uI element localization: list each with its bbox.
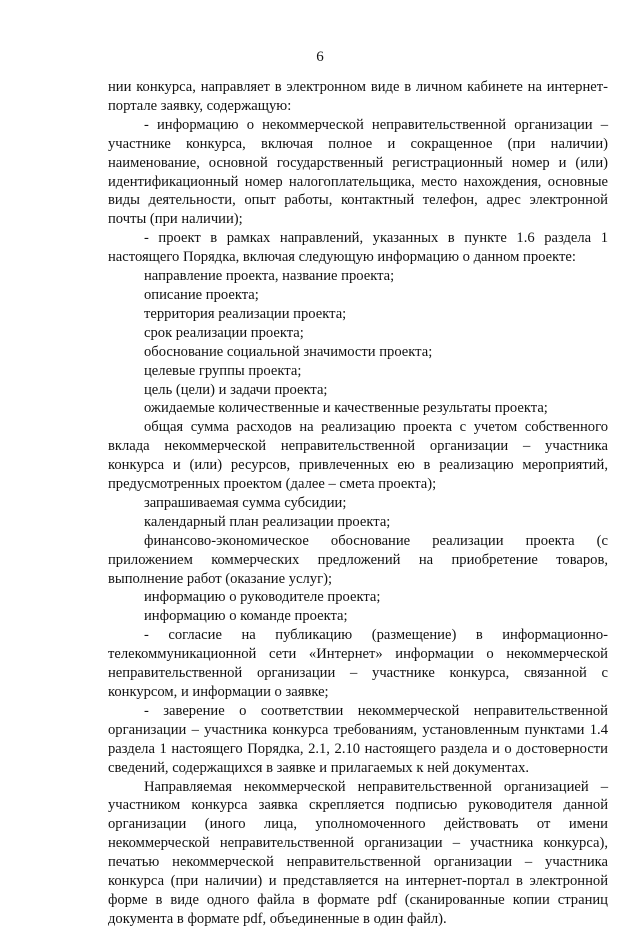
page-number: 6 (316, 49, 324, 65)
list-item-target-groups: целевые группы проекта; (144, 362, 302, 379)
list-item-project-term: срок реализации проекта; (144, 324, 304, 341)
document-body (108, 78, 608, 929)
list-item-expected-results: ожидаемые количественные и качественные результаты проекта; (144, 400, 548, 417)
list-item-goals-tasks: цель (цели) и задачи проекта; (144, 381, 328, 398)
list-item-project-team: информацию о команде проекта; (144, 608, 348, 625)
paragraph-application-intro: нии конкурса, направляет в электронном виде в личном кабинете на интернет-портале заявку, содержащую: (108, 79, 608, 114)
paragraph-signature-submission: Направляемая некоммерческой неправительственной организацией – участником конкурса заявка скрепляется подписью руководителя данной организации (иного лица, уполномоченного действовать от имени некоммерческой неправительственной организации – участника конкурса), печатью некоммерческой неправительственной организации – участника конкурса (при наличии) и представляется на интернет-портал в электронной форме в виде одного файла в формате pdf (сканированные копии страниц документа в формате pdf, объединенные в один файл). (108, 778, 608, 927)
list-item-calendar-plan: календарный план реализации проекта; (144, 513, 391, 530)
paragraph-publication-consent: - согласие на публикацию (размещение) в информационно-телекоммуникационной сети «Интернет» информации о некоммерческой неправительственной организации – участнике конкурса, связанной с конкурсом, и информации о заявке; (108, 627, 608, 700)
list-item-financial-justification: финансово-экономическое обоснование реализации проекта (с приложением коммерческих предложений на приобретение товаров, выполнение работ (оказание услуг); (108, 532, 608, 587)
paragraph-organization-info: - информацию о некоммерческой неправительственной организации – участнике конкурса, включая полное и сокращенное (при наличии) наименование, основной государственный регистрационный номер и (или) идентификационный номер налогоплательщика, место нахождения, основные виды деятельности, опыт работы, контактный телефон, адрес электронной почты (при наличии); (108, 116, 608, 228)
list-item-project-direction: направление проекта, название проекта; (144, 268, 395, 285)
paragraph-project-info: - проект в рамках направлений, указанных в пункте 1.6 раздела 1 настоящего Порядка, включая следующую информацию о данном проекте: (108, 230, 608, 266)
list-item-social-significance: обоснование социальной значимости проекта; (144, 343, 433, 360)
paragraph-compliance-assurance: - заверение о соответствии некоммерческой неправительственной организации – участника конкурса требованиям, установленным пунктами 1.4 раздела 1 настоящего Порядка, 2.1, 2.10 настоящего раздела и о достоверности сведений, содержащихся в заявке и прилагаемых к ней документах. (108, 702, 608, 776)
list-item-project-budget: общая сумма расходов на реализацию проекта с учетом собственного вклада некоммерческой неправительственной организации – участника конкурса и (или) ресурсов, привлеченных ею в реализацию мероприятий, предусмотренных проектом (далее – смета проекта); (108, 419, 608, 493)
list-item-requested-subsidy: запрашиваемая сумма субсидии; (144, 494, 347, 511)
list-item-project-territory: территория реализации проекта; (144, 305, 347, 322)
list-item-project-manager: информацию о руководителе проекта; (144, 589, 381, 606)
list-item-project-description: описание проекта; (144, 286, 259, 303)
